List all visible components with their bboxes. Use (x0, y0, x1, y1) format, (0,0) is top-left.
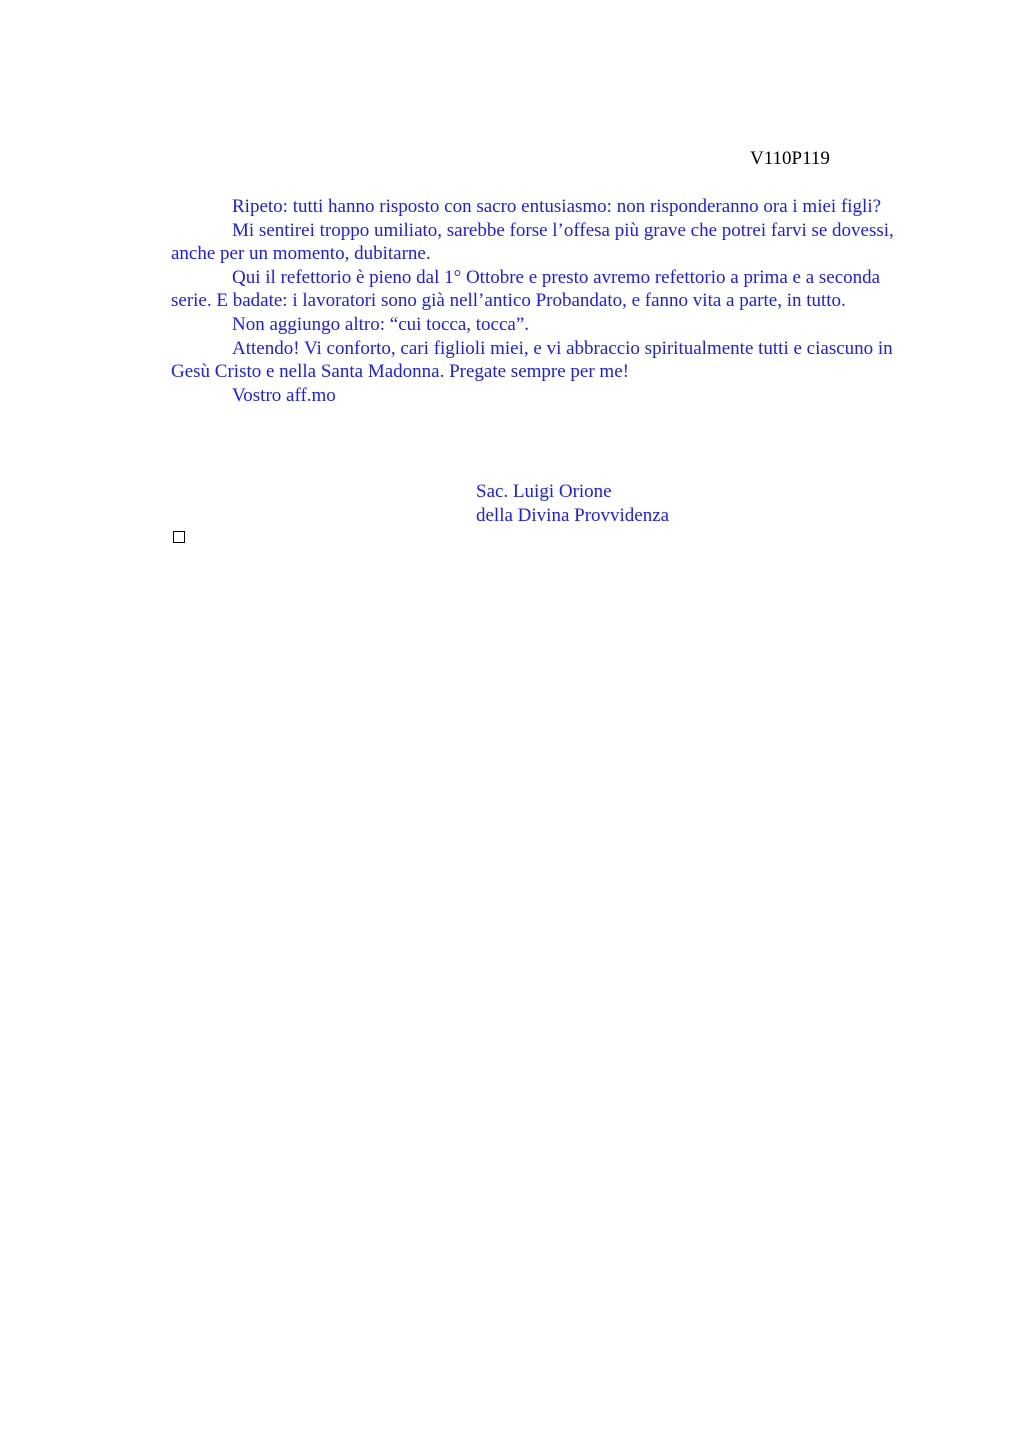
signature-name: Sac. Luigi Orione (476, 481, 612, 502)
end-square-icon (173, 531, 185, 543)
paragraph-refettorio: Qui il refettorio è pieno dal 1° Ottobre e presto avremo refettorio a prima e a seconda serie. E badate: i lavoratori sono già nell’antico Probandato, e fanno vita a parte, in tutto. (171, 266, 881, 312)
paragraph-umiliato: Mi sentirei troppo umiliato, sarebbe forse l’offesa più grave che potrei farvi se dovessi, anche per un momento, dubitarne. (171, 219, 894, 265)
paragraph-closing: Vostro aff.mo (232, 384, 336, 406)
paragraph-non-aggiungo: Non aggiungo altro: “cui tocca, tocca”. (232, 313, 530, 335)
letter-body (171, 195, 911, 407)
page-reference: V110P119 (750, 148, 830, 169)
signature-subtitle: della Divina Provvidenza (476, 504, 670, 526)
paragraph-ripeto: Ripeto: tutti hanno risposto con sacro entusiasmo: non risponderanno ora i miei figli? (232, 196, 882, 217)
signature-block (476, 480, 669, 527)
paragraph-attendo: Attendo! Vi conforto, cari figlioli miei, e vi abbraccio spiritualmente tutti e ciascuno in Gesù Cristo e nella Santa Madonna. Pregate sempre per me! (171, 337, 893, 383)
